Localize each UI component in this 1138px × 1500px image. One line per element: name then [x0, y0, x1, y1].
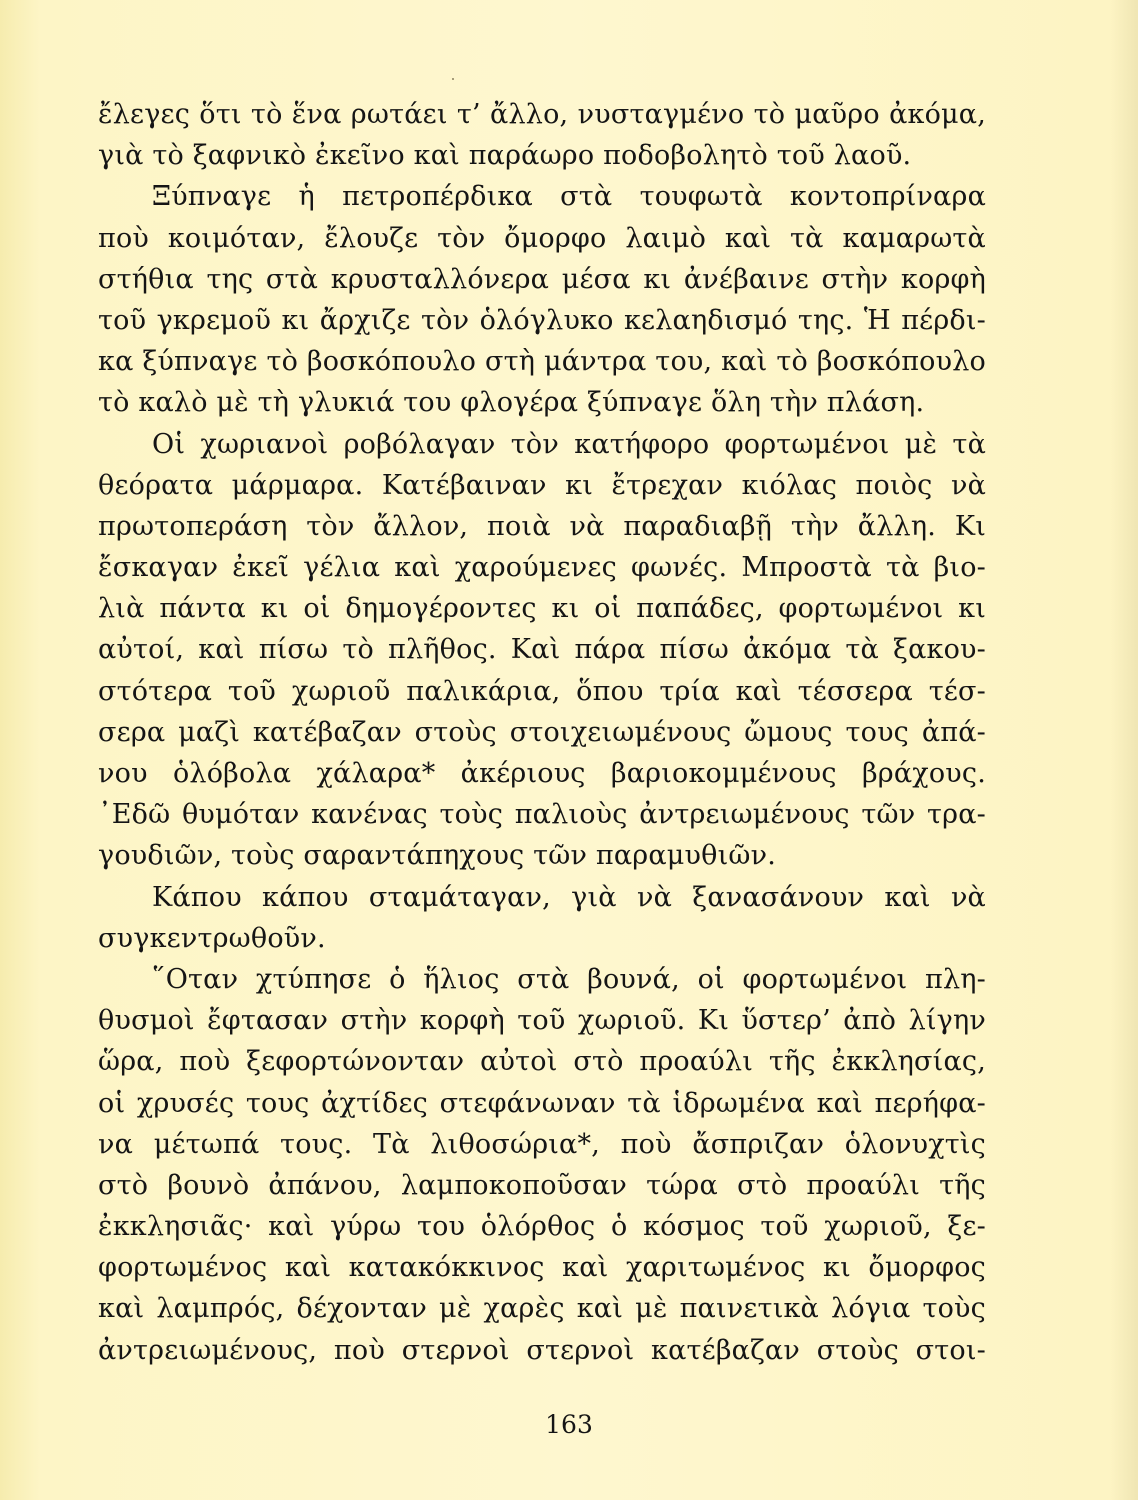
text-line: θεόρατα μάρμαρα. Κατέβαιναν κι ἔτρεχαν κιόλας ποιὸς νὰ	[98, 469, 986, 501]
text-line: ποὺ κοιμόταν, ἔλουζε τὸν ὄμορφο λαιμὸ καὶ τὰ καμαρωτὰ	[98, 222, 986, 254]
text-line: τοῦ γκρεμοῦ κι ἄρχιζε τὸν ὁλόγλυκο κελαηδισμό της. Ἡ πέρδι-	[98, 304, 986, 336]
text-line: σερα μαζὶ κατέβαζαν στοὺς στοιχειωμένους ὤμους τους ἀπά-	[98, 716, 986, 748]
text-line: αὐτοί, καὶ πίσω τὸ πλῆθος. Καὶ πάρα πίσω ἀκόμα τὰ ξακου-	[98, 634, 986, 666]
text-line: συγκεντρωθοῦν.	[98, 922, 326, 954]
text-line: Κάπου κάπου σταμάταγαν, γιὰ νὰ ξανασάνουν καὶ νὰ	[152, 881, 986, 913]
text-line: νου ὁλόβολα χάλαρα* ἀκέριους βαριοκομμένους βράχους.	[98, 758, 986, 789]
page-edge-shadow	[1110, 0, 1138, 1500]
text-line: ἔσκαγαν ἐκεῖ γέλια καὶ χαρούμενες φωνές. Μπροστὰ τὰ βιο-	[98, 552, 986, 584]
text-line: γιὰ τὸ ξαφνικὸ ἐκεῖνο καὶ παράωρο ποδοβολητὸ τοῦ λαοῦ.	[98, 140, 912, 172]
text-line: λιὰ πάντα κι οἱ δημογέροντες κι οἱ παπάδες, φορτωμένοι κι	[98, 593, 986, 625]
page-number: 163	[545, 1410, 593, 1439]
text-line: πρωτοπεράση τὸν ἄλλον, ποιὰ νὰ παραδιαβῇ τὴν ἄλλη. Κι	[98, 510, 986, 542]
text-line: οἱ χρυσές τους ἀχτίδες στεφάνωναν τὰ ἱδρωμένα καὶ περήφα-	[98, 1087, 986, 1119]
text-line: γουδιῶν, τοὺς σαραντάπηχους τῶν παραμυθιῶν.	[98, 840, 777, 872]
text-line: στότερα τοῦ χωριοῦ παλικάρια, ὅπου τρία καὶ τέσσερα τέσ-	[98, 675, 986, 707]
paper-speck	[452, 78, 454, 80]
text-line: ἐκκλησιᾶς· καὶ γύρω του ὁλόρθος ὁ κόσμος τοῦ χωριοῦ, ξε-	[98, 1211, 986, 1243]
text-line: ἔλεγες ὅτι τὸ ἕνα ρωτάει τ’ ἄλλο, νυσταγμένο τὸ μαῦρο ἀκόμα,	[98, 99, 986, 130]
text-line: καὶ λαμπρός, δέχονταν μὲ χαρὲς καὶ μὲ παινετικὰ λόγια τοὺς	[98, 1293, 986, 1325]
text-line: τὸ καλὸ μὲ τὴ γλυκιά του φλογέρα ξύπναγε ὅλη τὴν πλάση.	[98, 387, 925, 419]
text-line: ᾿Εδῶ θυμόταν κανένας τοὺς παλιοὺς ἀντρειωμένους τῶν τρα-	[98, 799, 986, 831]
text-line: Ξύπναγε ἡ πετροπέρδικα στὰ τουφωτὰ κοντοπρίναρα	[152, 181, 986, 213]
text-line: φορτωμένος καὶ κατακόκκινος καὶ χαριτωμένος κι ὄμορφος	[98, 1252, 986, 1284]
text-line: να μέτωπά τους. Τὰ λιθοσώρια*, ποὺ ἄσπριζαν ὁλονυχτὶς	[98, 1128, 986, 1160]
text-line: στήθια της στὰ κρυσταλλόνερα μέσα κι ἀνέβαινε στὴν κορφὴ	[98, 263, 986, 295]
text-line: στὸ βουνὸ ἀπάνου, λαμποκοποῦσαν τώρα στὸ προαύλι τῆς	[98, 1169, 986, 1201]
text-line: ὥρα, ποὺ ξεφορτώνονταν αὐτοὶ στὸ προαύλι τῆς ἐκκλησίας,	[98, 1046, 986, 1078]
text-line: Οἱ χωριανοὶ ροβόλαγαν τὸν κατήφορο φορτωμένοι μὲ τὰ	[152, 428, 986, 460]
text-line: κα ξύπναγε τὸ βοσκόπουλο στὴ μάντρα του, καὶ τὸ βοσκόπουλο	[98, 346, 986, 378]
body-text	[98, 94, 986, 1371]
text-line: ῞Οταν χτύπησε ὁ ἥλιος στὰ βουνά, οἱ φορτωμένοι πλη-	[152, 963, 986, 995]
text-line: θυσμοὶ ἔφτασαν στὴν κορφὴ τοῦ χωριοῦ. Κι ὕστερ’ ἀπὸ λίγην	[98, 1005, 986, 1037]
text-line: ἀντρειωμένους, ποὺ στερνοὶ στερνοὶ κατέβαζαν στοὺς στοι-	[98, 1334, 986, 1366]
